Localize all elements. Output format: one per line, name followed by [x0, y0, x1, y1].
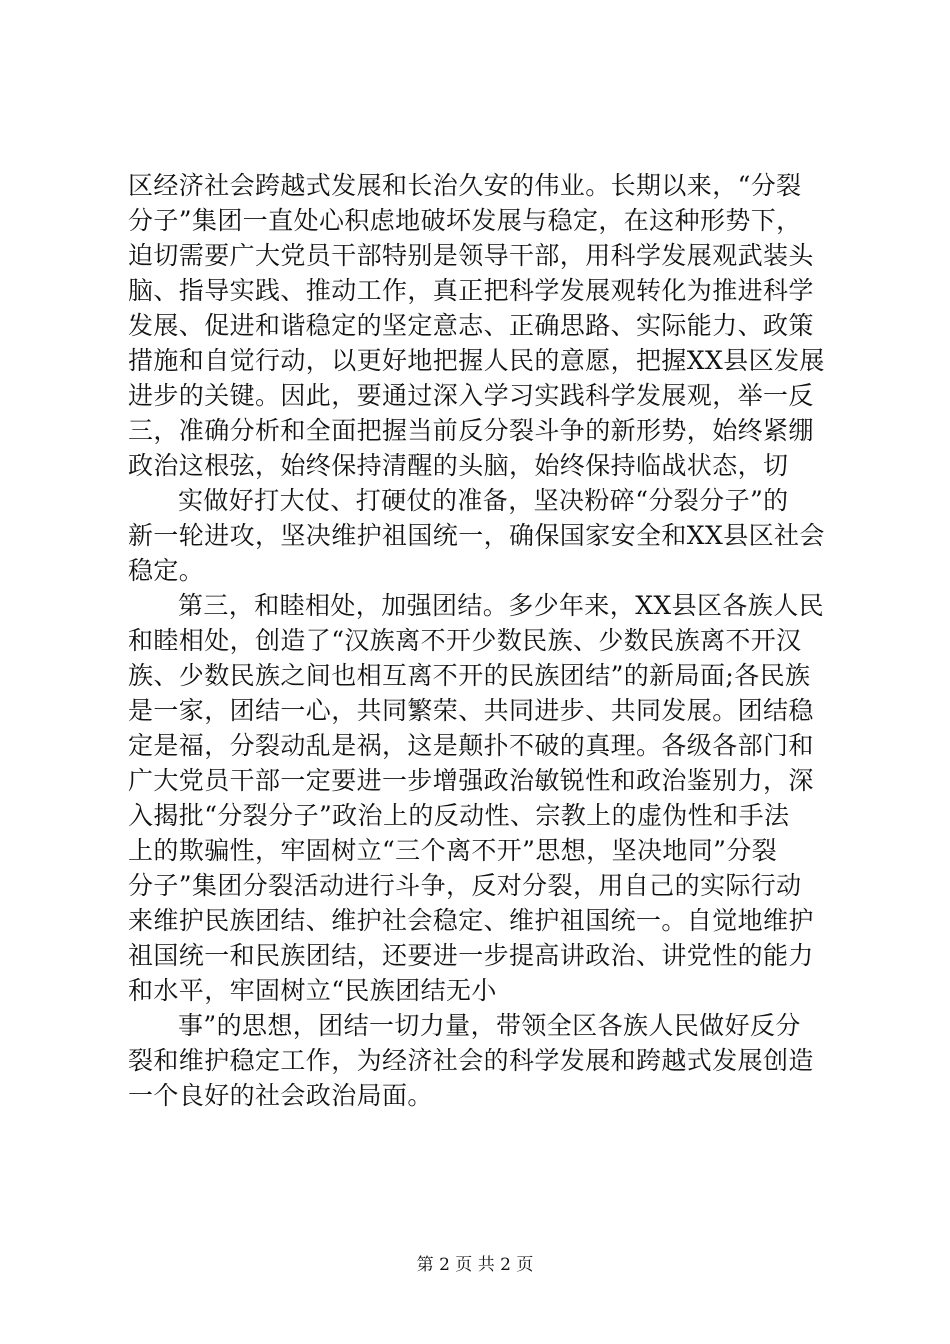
text-line: 定是福，分裂动乱是祸，这是颠扑不破的真理。各级各部门和 [128, 731, 814, 760]
paragraph-4 [128, 1008, 838, 1113]
text-line: 三，准确分析和全面把握当前反分裂斗争的新形势，始终紧绷 [128, 416, 814, 445]
text-line: 发展、促进和谐稳定的坚定意志、正确思路、实际能力、政策 [128, 311, 814, 340]
text-line: 分子”集团一直处心积虑地破坏发展与稳定，在这种形势下， [128, 206, 802, 235]
text-line: 上的欺骗性，牢固树立“三个离不开”思想，坚决地同”分裂 [128, 836, 778, 865]
text-line: 祖国统一和民族团结，还要进一步提高讲政治、讲党性的能力 [128, 941, 814, 970]
text-line: 和睦相处，创造了“汉族离不开少数民族、少数民族离不开汉 [128, 626, 802, 655]
text-line: 区经济社会跨越式发展和长治久安的伟业。长期以来，“分裂 [128, 171, 802, 200]
text-line: 分子”集团分裂活动进行斗争，反对分裂，用自己的实际行动 [128, 871, 802, 900]
text-line: 进步的关键。因此，要通过深入学习实践科学发展观，举一反 [128, 381, 814, 410]
text-line: 新一轮进攻，坚决维护祖国统一，确保国家安全和XX县区社会 [128, 521, 825, 550]
text-line: 入揭批“分裂分子”政治上的反动性、宗教上的虚伪性和手法 [128, 801, 790, 830]
text-line: 一个良好的社会政治局面。 [128, 1081, 433, 1110]
text-line: 政治这根弦，始终保持清醒的头脑，始终保持临战状态，切 [128, 451, 789, 480]
paragraph-1 [128, 168, 838, 483]
text-line: 是一家，团结一心，共同繁荣、共同进步、共同发展。团结稳 [128, 696, 814, 725]
text-line: 和水平，牢固树立“民族团结无小 [128, 976, 497, 1005]
text-line: 稳定。 [128, 556, 205, 585]
text-line: 脑、指导实践、推动工作，真正把科学发展观转化为推进科学 [128, 276, 814, 305]
page-number-footer: 第 2 页 共 2 页 [416, 1255, 534, 1275]
document-body [128, 168, 838, 1113]
text-line: 来维护民族团结、维护社会稳定、维护祖国统一。自觉地维护 [128, 906, 814, 935]
text-line: 族、少数民族之间也相互离不开的民族团结”的新局面;各民族 [128, 661, 811, 690]
text-line: 迫切需要广大党员干部特别是领导干部，用科学发展观武装头 [128, 241, 814, 270]
paragraph-3 [128, 588, 838, 1008]
text-line: 措施和自觉行动，以更好地把握人民的意愿，把握XX县区发展 [128, 346, 825, 375]
text-line: 实做好打大仗、打硬仗的准备，坚决粉碎“分裂分子”的 [178, 486, 789, 515]
text-line: 广大党员干部一定要进一步增强政治敏锐性和政治鉴别力，深 [128, 766, 814, 795]
paragraph-2 [128, 483, 838, 588]
text-line: 事”的思想，团结一切力量，带领全区各族人民做好反分 [178, 1011, 801, 1040]
text-line: 第三，和睦相处，加强团结。多少年来，XX县区各族人民 [178, 591, 824, 620]
text-line: 裂和维护稳定工作，为经济社会的科学发展和跨越式发展创造 [128, 1046, 814, 1075]
